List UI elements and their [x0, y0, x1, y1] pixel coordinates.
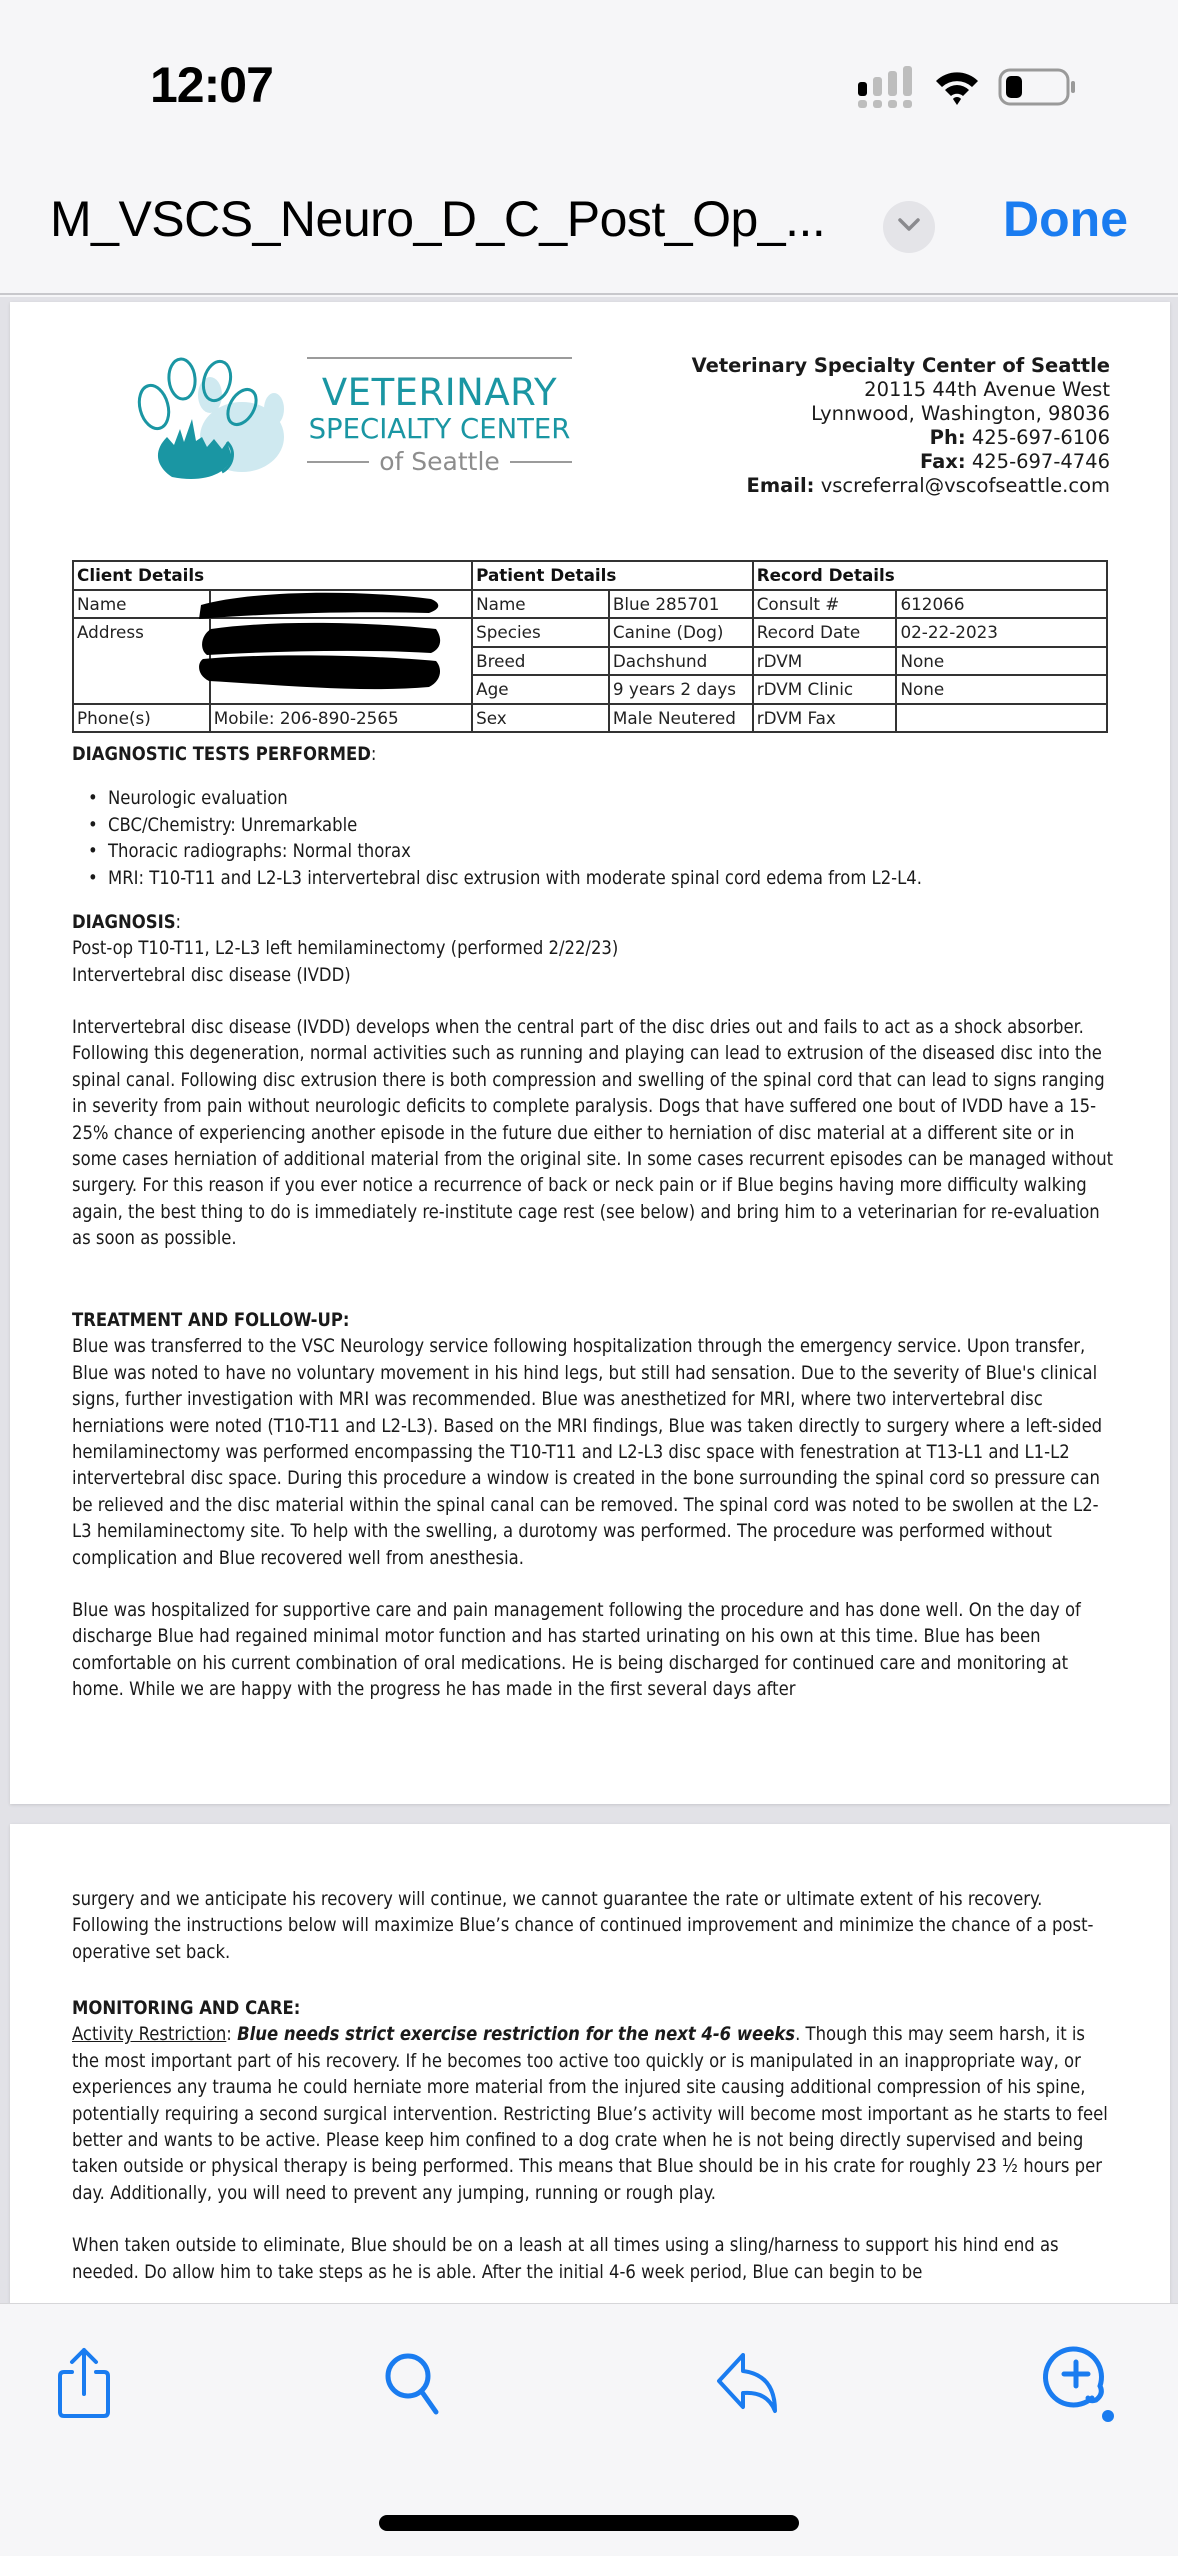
monitoring-title: MONITORING AND CARE: [72, 1998, 301, 2019]
search-button[interactable] [374, 2344, 454, 2424]
clinic-phone: Ph: 425-697-6106 [929, 426, 1110, 449]
clinic-contact-info [692, 354, 1110, 498]
diagnostic-tests-list [72, 786, 1117, 892]
diagnostic-tests-section: DIAGNOSTIC TESTS PERFORMED: • Neurologic evaluation • CBC/Chemistry: Unremarkable • Thoracic radiographs: Normal thorax • MRI: T10-T11 and L2-L3 intervertebral disc extrusion with moderate spinal cord edema from L2-L4. [72, 742, 1117, 892]
status-bar [0, 0, 1178, 150]
search-icon [382, 2348, 446, 2421]
table-row: Age 9 years 2 days rDVM Clinic None [73, 675, 1107, 704]
clinic-name: Veterinary Specialty Center of Seattle [691, 354, 1110, 377]
navigation-bar [0, 150, 1178, 295]
client-details-header: Client Details [73, 561, 472, 590]
diagnosis-line-2: Intervertebral disc disease (IVDD) [72, 964, 351, 986]
treatment-section [72, 1308, 1117, 1704]
record-details-header: Record Details [753, 561, 1107, 590]
treatment-paragraph-2-continued: surgery and we anticipate his recovery will continue, we cannot guarantee the rate or ultimate extent of his recovery. Following the instructions below will maximize Blue’s chance of continued improvement and minimize the chance of a post-operative set back. [72, 1889, 1094, 1963]
share-icon [54, 2346, 114, 2423]
paw-print-icon [132, 357, 292, 486]
clinic-logo [132, 357, 572, 482]
table-row: Name Name Blue 285701 Consult # 612066 [73, 590, 1107, 619]
outside-paragraph: When taken outside to eliminate, Blue should be on a leash at all times using a sling/harness to support his hind end as needed. Do allow him to take steps as he is able. After the initial 4-6 week period, Blue can begin to be [72, 2235, 1059, 2283]
logo-line-3: of Seattle [379, 447, 500, 476]
logo-line-2: SPECIALTY CENTER [308, 413, 571, 445]
list-item: • MRI: T10-T11 and L2-L3 intervertebral disc extrusion with moderate spinal cord edema from L2-L4. [108, 866, 1117, 892]
patient-details-header: Patient Details [472, 561, 753, 590]
status-time: 12:07 [150, 57, 273, 113]
markup-button[interactable] [708, 2344, 788, 2424]
list-item: • CBC/Chemistry: Unremarkable [108, 813, 1117, 839]
share-button[interactable] [44, 2344, 124, 2424]
document-page-1 [10, 302, 1170, 1804]
wifi-icon [934, 67, 980, 111]
list-item: • Thoracic radiographs: Normal thorax [108, 839, 1117, 865]
logo-line-1: VETERINARY [321, 371, 558, 414]
monitoring-section [72, 1996, 1117, 2286]
document-title[interactable]: M_VSCS_Neuro_D_C_Post_Op_... [50, 191, 826, 247]
table-row: Phone(s) Mobile: 206-890-2565 Sex Male Neutered rDVM Fax [73, 704, 1107, 733]
table-row: Address Species Canine (Dog) Record Date 02-22-2023 [73, 618, 1107, 647]
clinic-fax: Fax: 425-697-4746 [919, 450, 1110, 473]
ivdd-paragraph: Intervertebral disc disease (IVDD) develops when the central part of the disc dries out and fails to act as a shock absorber. Following this degeneration, normal activities such as running and playing can lead to extrusion of the diseased disc into the spinal canal. Following disc extrusion there is both compression and swelling of the spinal cord that can lead to signs ranging in severity from pain without neurologic deficits to complete paralysis. Dogs that have suffered one bout of IVDD have a 15-25% chance of experiencing another episode in the future due either to herniation of disc material at a different site or in some cases herniation of additional material from the original site. In some cases recurrent episodes can be managed without surgery. For this reason if you ever notice a recurrence of back or neck pain or if Blue begins having more difficulty walking again, the best thing to do is immediately re-institute cage rest (see below) and bring him to a veterinarian for re-evaluation as soon as possible. [72, 1017, 1114, 1250]
clinic-address-1: 20115 44th Avenue West [864, 378, 1110, 401]
table-row: Breed Dachshund rDVM None [73, 647, 1107, 676]
activity-restriction-emphasis: Blue needs strict exercise restriction for the next 4-6 weeks [237, 2024, 796, 2046]
table-header-row [73, 561, 1107, 590]
clinic-email: Email: vscreferral@vscofseattle.com [746, 474, 1110, 497]
chevron-down-icon [897, 217, 921, 237]
treatment-title: TREATMENT AND FOLLOW-UP: [72, 1310, 350, 1331]
zoom-in-button[interactable] [1040, 2344, 1120, 2424]
document-viewer[interactable] [0, 297, 1178, 2303]
treatment-paragraph-1: Blue was transferred to the VSC Neurology service following hospitalization through the emergency service. Upon transfer, Blue was noted to have no voluntary movement in his hind legs, but still had sensation. Due to the severity of Blue's clinical signs, further investigation with MRI was recommended. Blue was anesthetized for MRI, where two intervertebral disc herniations were noted (T10-T11 and L2-L3). Based on the MRI findings, Blue was taken directly to surgery where a left-sided hemilaminectomy was performed encompassing the T10-T11 and L2-L3 disc space with fenestration at T13-L1 and L1-L2 intervertebral disc space. During this procedure a window is created in the bone surrounding the spinal cord so pressure can be relieved and the disc material within the spinal canal can be removed. The spinal cord was noted to be swollen at the L2-L3 hemilaminectomy site. To help with the swelling, a durotomy was performed. The procedure was performed without complication and Blue recovered well from anesthesia. [72, 1336, 1103, 1569]
activity-restriction-paragraph: Activity Restriction: Blue needs strict exercise restriction for the next 4-6 weeks. Though this may seem harsh, it is the most important part of his recovery. If he becomes too active too quickly or is manipulated in an inappropriate way, or experiences any trauma he could herniate more material from the injured site causing additional compression of his spine, potentially requiring a second surgical intervention. Restricting Blue’s activity will become most important as he starts to feel better and wants to be active. Please keep him confined to a dog crate when he is not being directly supervised and being taken outside or physical therapy is being performed. This means that Blue should be in his crate for roughly 23 ½ hours per day. Additionally, you will need to prevent any jumping, running or rough play. [72, 2024, 1108, 2204]
diagnosis-line-1: Post-op T10-T11, L2-L3 left hemilaminectomy (performed 2/22/23) [72, 938, 619, 960]
status-icons [858, 66, 1078, 112]
home-indicator[interactable] [379, 2515, 799, 2531]
zoom-in-icon [1042, 2342, 1118, 2427]
treatment-paragraph-2: Blue was hospitalized for supportive care and pain management following the procedure and has done well. On the day of discharge Blue had regained minimal motor function and has started urinating on his own at this time. Blue has been comfortable on his current combination of oral medications. He is being discharged for continued care and monitoring at home. While we are happy with the progress he has made in the first several days after [72, 1600, 1081, 1701]
diagnostic-tests-title: DIAGNOSTIC TESTS PERFORMED [72, 744, 371, 765]
clinic-address-2: Lynnwood, Washington, 98036 [811, 402, 1110, 425]
done-button[interactable]: Done [1003, 191, 1128, 247]
diagnosis-title: DIAGNOSIS [72, 912, 176, 933]
cellular-signal-icon [858, 66, 916, 112]
reply-arrow-icon [713, 2351, 783, 2418]
redacted-client-name [210, 590, 472, 619]
list-item: • Neurologic evaluation [108, 786, 1117, 812]
document-page-2 [10, 1824, 1170, 2303]
title-menu-button[interactable] [883, 201, 935, 253]
diagnosis-section: DIAGNOSIS: Post-op T10-T11, L2-L3 left hemilaminectomy (performed 2/22/23) Intervertebral disc disease (IVDD) [72, 910, 1117, 989]
activity-restriction-label: Activity Restriction [72, 2024, 227, 2046]
details-table [72, 560, 1108, 733]
battery-icon [998, 67, 1078, 111]
logo-wordmark [307, 357, 572, 479]
